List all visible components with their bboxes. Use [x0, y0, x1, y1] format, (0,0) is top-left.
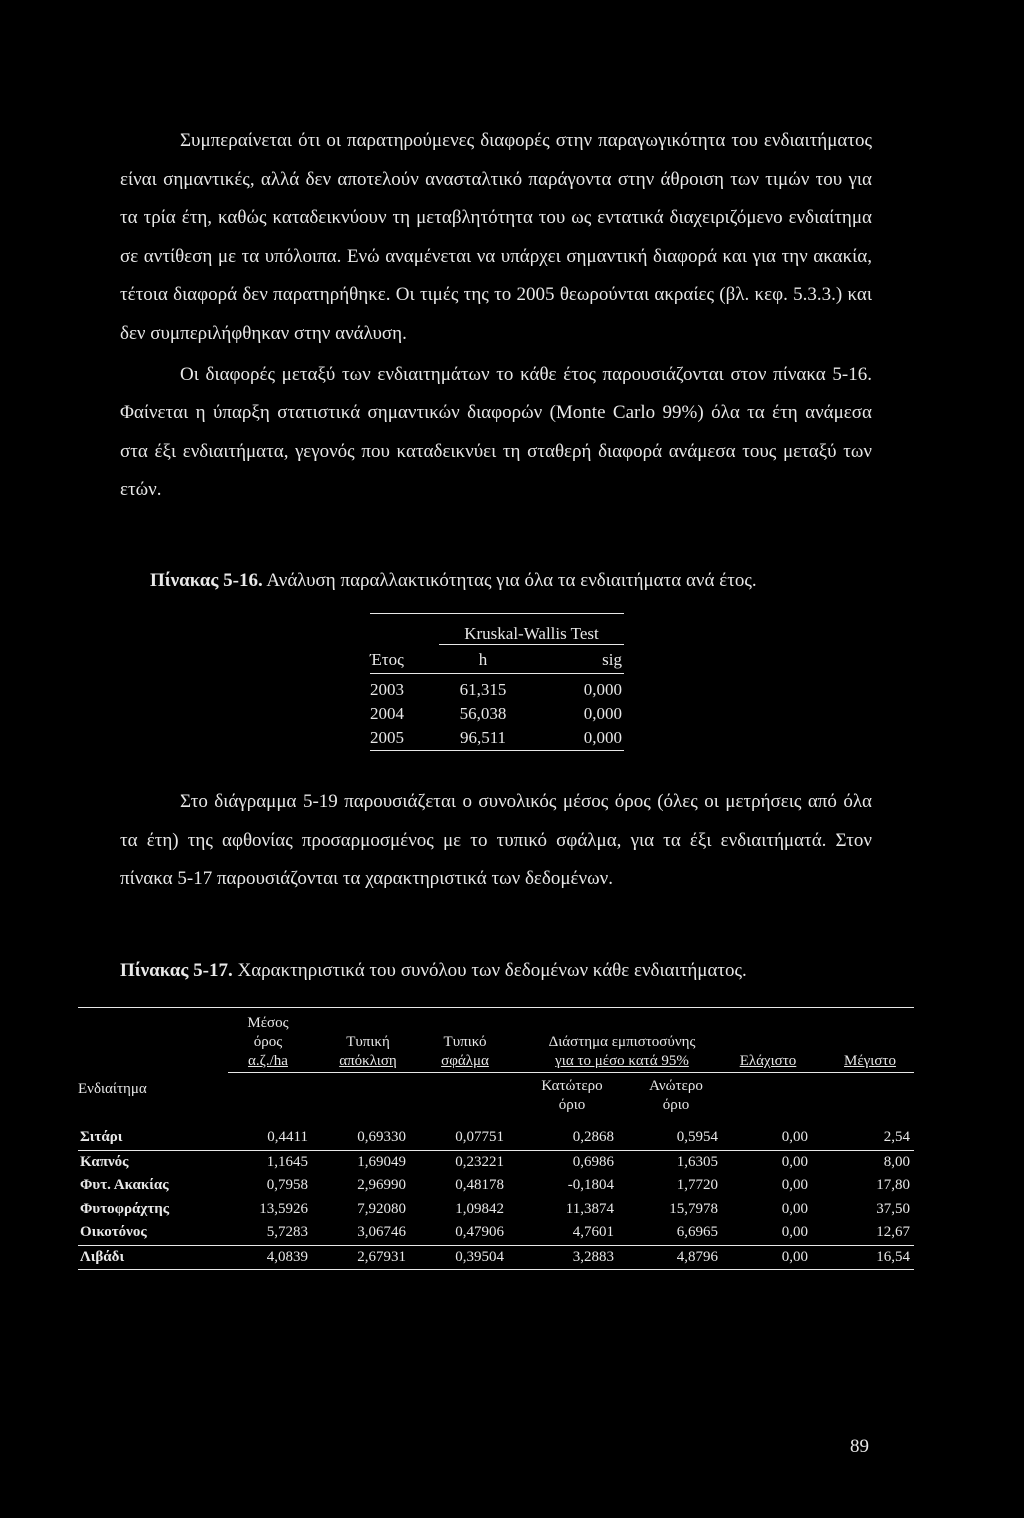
paragraph-1: Συμπεραίνεται ότι οι παρατηρούμενες διαφορές στην παραγωγικότητα του ενδιαιτήματος είναι σημαντικές, αλλά δεν αποτελούν ανασταλτικό παράγοντα στην άθροιση των τιμών του για τα τρία έτη, καθώς καταδεικνύουν τη μεταβλητότητα του ως εντατικά διαχειριζόμενο ενδιαίτημα σε αντίθεση με τα υπόλοιπα. Ενώ αναμένεται να υπάρχει σημαντική διαφορά και για την ακακία, τέτοια διαφορά δεν παρατηρήθηκε. Οι τιμές της το 2005 θεωρούνται ακραίες (βλ. κεφ. 5.3.3.) και δεν συμπεριλήφθηκαν στην ανάλυση.	[120, 130, 872, 344]
table-cell: 3,06746	[357, 1224, 406, 1240]
table-17-label: Πίνακας 5-17.	[120, 960, 233, 981]
table-row: 2003 61,315 0,000	[370, 680, 622, 699]
header-h: h	[438, 647, 528, 674]
table-row: 2004 56,038 0,000	[370, 704, 622, 723]
header-year: Έτος	[370, 647, 438, 674]
habitat-name: Οικοτόνος	[80, 1224, 147, 1240]
table-row: 2005 96,511 0,000	[370, 726, 624, 751]
table-cell: 0,4411	[267, 1129, 308, 1145]
table-cell: 5,7283	[266, 1224, 308, 1240]
header-mean: Μέσος όρος α.ζ./ha	[247, 1015, 289, 1069]
table-cell: 17,80	[876, 1177, 910, 1193]
table-cell: 0,00	[781, 1153, 808, 1170]
table-cell: 2,96990	[357, 1177, 406, 1193]
habitat-name: Λιβάδι	[80, 1248, 125, 1265]
table-cell: 2,67931	[357, 1248, 406, 1265]
table-cell: 0,00	[781, 1200, 808, 1217]
table-cell: 4,7601	[572, 1224, 614, 1240]
table-cell: 2,54	[883, 1129, 910, 1145]
table-cell: 15,7978	[669, 1200, 718, 1217]
table-cell: 0,2868	[572, 1129, 614, 1145]
table-header-row	[370, 647, 624, 674]
habitat-name: Φυτ. Ακακίας	[80, 1177, 169, 1193]
table-cell: 37,50	[876, 1200, 910, 1217]
header-se: Τυπικό σφάλμα	[441, 1034, 489, 1069]
table-cell: 4,0839	[266, 1248, 308, 1265]
table-row	[78, 1246, 914, 1271]
table-cell: 0,69330	[357, 1129, 406, 1145]
table-cell: 0,00	[781, 1248, 808, 1265]
table-cell: 0,00	[781, 1129, 808, 1145]
table-cell: 0,07751	[455, 1129, 504, 1145]
header-upper: Ανώτερο όριο	[649, 1078, 703, 1113]
table-16-label: Πίνακας 5-16.	[150, 570, 263, 591]
table-row	[78, 1151, 914, 1175]
table-cell: 1,09842	[455, 1200, 504, 1217]
table-cell: 0,39504	[455, 1248, 504, 1265]
table-cell: 1,7720	[676, 1177, 718, 1193]
header-sig: sig	[528, 647, 624, 674]
header-min: Ελάχιστο	[739, 1053, 797, 1069]
test-title: Kruskal-Wallis Test	[439, 624, 624, 645]
page-number: 89	[850, 1436, 869, 1457]
table-row	[78, 1221, 914, 1246]
table-cell: 4,8796	[676, 1248, 718, 1265]
table-cell: 7,92080	[357, 1200, 406, 1217]
table-row	[78, 1174, 914, 1198]
table-cell: 0,6986	[572, 1153, 614, 1170]
table-cell: 0,00	[781, 1177, 808, 1193]
table-cell: 12,67	[876, 1224, 910, 1240]
table-cell: 11,3874	[565, 1200, 614, 1217]
habitat-name: Καπνός	[80, 1153, 129, 1170]
table-header	[78, 1008, 914, 1126]
table-row	[78, 1198, 914, 1222]
table-cell: 13,5926	[259, 1200, 308, 1217]
table-cell: 1,6305	[676, 1153, 718, 1170]
table-body	[78, 1126, 914, 1270]
header-confidence-interval: Διάστημα εμπιστοσύνης για το μέσο κατά 95%	[548, 1034, 696, 1069]
header-lower: Κατώτερο όριο	[541, 1078, 603, 1113]
table-16-caption: Πίνακας 5-16. Ανάλυση παραλλακτικότητας για όλα τα ενδιαιτήματα ανά έτος.	[150, 570, 757, 591]
table-cell: 0,48178	[455, 1177, 504, 1193]
paragraph-2: Οι διαφορές μεταξύ των ενδιαιτημάτων το κάθε έτος παρουσιάζονται στον πίνακα 5-16. Φαίνεται η ύπαρξη στατιστικά σημαντικών διαφορών (Monte Carlo 99%) όλα τα έτη ανάμεσα στα έξι ενδιαιτήματα, γεγονός που καταδεικνύει τη σταθερή διαφορά ανάμεσα τους μεταξύ των ετών.	[120, 363, 872, 501]
table-cell: 0,47906	[455, 1224, 504, 1240]
table-cell: 6,6965	[676, 1224, 718, 1240]
table-cell: -0,1804	[567, 1177, 614, 1193]
table-cell: 0,00	[781, 1224, 808, 1240]
table-row	[78, 1126, 914, 1151]
table-cell: 16,54	[876, 1248, 910, 1265]
header-habitat: Ενδιαίτημα	[78, 1081, 147, 1097]
table-cell: 0,5954	[676, 1129, 718, 1145]
table-cell: 0,7958	[266, 1177, 308, 1193]
habitat-data-table	[78, 1007, 914, 1270]
header-sd: Τυπική απόκλιση	[339, 1034, 397, 1069]
table-cell: 1,1645	[266, 1153, 308, 1170]
header-max: Μέγιστο	[844, 1053, 896, 1069]
habitat-name: Φυτοφράχτης	[80, 1200, 170, 1217]
table-cell: 0,23221	[455, 1153, 504, 1170]
kruskal-wallis-table	[370, 613, 624, 751]
body-text	[120, 122, 872, 510]
table-17-caption: Πίνακας 5-17. Χαρακτηριστικά του συνόλου των δεδομένων κάθε ενδιαιτήματος.	[120, 960, 747, 981]
table-cell: 1,69049	[357, 1153, 406, 1170]
paragraph-3: Στο διάγραμμα 5-19 παρουσιάζεται ο συνολικός μέσος όρος (όλες οι μετρήσεις από όλα τα έτη) της αφθονίας προσαρμοσμένος με το τυπικό σφάλμα, για τα έξι ενδιαιτήματά. Στον πίνακα 5-17 παρουσιάζονται τα χαρακτηριστικά των δεδομένων.	[120, 791, 872, 890]
table-cell: 8,00	[883, 1153, 910, 1170]
table-cell: 3,2883	[572, 1248, 614, 1265]
habitat-name: Σιτάρι	[80, 1129, 123, 1145]
